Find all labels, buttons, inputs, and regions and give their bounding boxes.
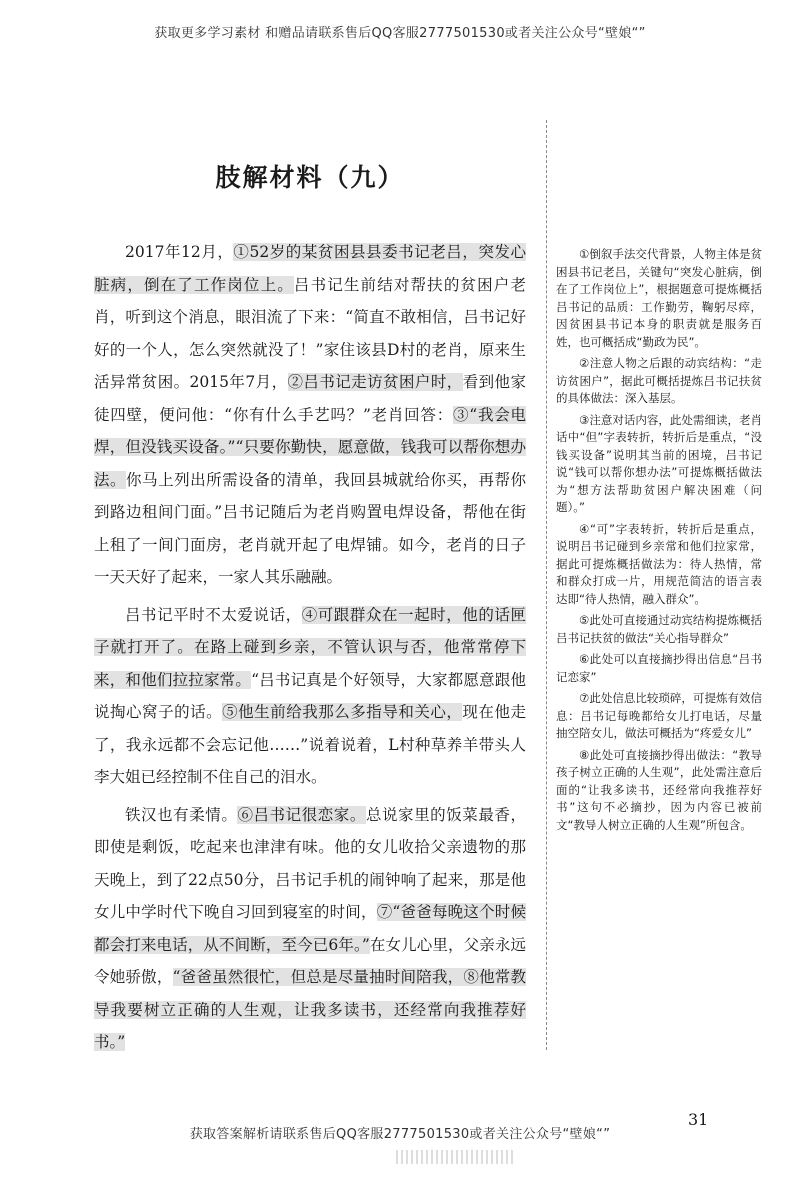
highlighted-sentence-7: ⑦“爸爸每晚这个时候都会打来电话，从不间断，至今已6年。” [94,903,526,954]
page-footer-watermark: 获取答案解析请联系售后QQ客服2777501530或者关注公众号“壁娘“” [189,1127,611,1142]
highlighted-sentence-4: ④可跟群众在一起时，他的话匣子就打开了。在路上碰到乡亲，不管认识与否，他常常停下来，和他们拉拉家常。 [94,605,526,689]
annotation-6: ⑥此处可以直接摘抄得出信息“吕书记恋家” [556,652,762,684]
paragraph-2 [94,599,526,794]
page-header-watermark: 获取更多学习素材 和赠品请联系售后QQ客服2777501530或者关注公众号“壁娘“” [154,26,646,41]
paragraph-3 [94,799,526,1059]
annotation-2: ②注意人物之后跟的动宾结构：“走访贫困户”，据此可概括提炼吕书记扶贫的具体做法：深入基层。 [556,356,762,405]
highlighted-sentence-8: “爸爸虽然很忙，但总是尽量抽时间陪我，⑧他常教导我要树立正确的人生观，让我多读书，还经常向我推荐好书。” [94,968,526,1051]
page-number: 31 [688,1110,709,1129]
text-run: 在女儿心里，父亲永远令她骄傲， [94,935,526,986]
text-run: 你马上列出所需设备的清单，我回县城就给你买，再帮你到路边租间门面。”吕书记随后为老肖购置电焊设备，帮他在街上租了一间门面房，老肖就开起了电焊铺。如今，老肖的日子一天天好了起来，一家人其乐融融。 [94,470,526,586]
highlighted-sentence-2: ②吕书记走访贫困户时， [287,373,463,391]
text-run: 现在他走了，我永远都不会忘记他……”说着说着，L村种草养羊带头人李大姐已经控制不住自己的泪水。 [94,703,526,786]
column-divider [546,120,547,1050]
annotation-8: ⑧此处可直接摘抄得出做法：“教导孩子树立正确的人生观”，此处需注意后面的“让我多读书，还经常向我推荐好书”这句不必摘抄，因为内容已被前文“教导人树立正确的人生观”所包含。 [556,747,762,832]
page-title: 肢解材料（九） [215,163,405,192]
text-run: 铁汉也有柔情。 [125,805,238,824]
main-text [94,236,526,1064]
text-run: 吕书记生前结对帮扶的贫困户老肖，听到这个消息，眼泪流了下来：“简直不敢相信，吕书记好好的一个人，怎么突然就没了！”家住该县D村的老肖，原来生活异常贫困。2015年7月， [94,275,526,391]
text-run: 看到他家徒四壁，便问他：“你有什么手艺吗？”老肖回答： [94,373,526,424]
text-run: 吕书记平时不太爱说话， [125,605,302,624]
annotation-7: ⑦此处信息比较琐碎，可提炼有效信息：吕书记每晚都给女儿打电话，尽量抽空陪女儿，做法可概括为“疼爱女儿” [556,691,762,740]
highlighted-sentence-1: ①52岁的某贫困县县委书记老吕，突发心脏病，倒在了工作岗位上。 [94,243,526,294]
highlighted-sentence-5: ⑤他生前给我那么多指导和关心， [222,703,463,721]
annotation-3: ③注意对话内容，此处需细读，老肖话中“但”字表转折，转折后是重点，“没钱买设备”说明其当前的困境，吕书记说“钱可以帮你想办法”可提炼概括做法为“想方法帮助贫困户解决困难（问题）。” [556,412,762,514]
annotation-1: ①倒叙手法交代背景，人物主体是贫困县书记老吕，关键句“突发心脏病，倒在了工作岗位上”，根据题意可提炼概括吕书记的品质：工作勤劳，鞠躬尽瘁，因贫困县书记本身的职责就是服务百姓，也可概括成“勤政为民”。 [556,247,762,349]
text-run: “吕书记真是个好领导，大家都愿意跟他说掏心窝子的话。 [94,670,526,721]
text-run: 总说家里的饭菜最香，即使是剩饭，吃起来也津津有味。他的女儿收拾父亲遗物的那天晚上，到了22点50分，吕书记手机的闹钟响了起来，那是他女儿中学时代下晚自习回到寝室的时间， [94,805,526,921]
paragraph-1 [94,236,526,594]
annotation-4: ④“可”字表转折，转折后是重点，说明吕书记碰到乡亲常和他们拉家常，据此可提炼概括做法为：待人热情，常和群众打成一片，用规范简洁的语言表达即“待人热情，融入群众”。 [556,521,762,606]
side-annotations [556,246,762,838]
text-run: 2017年12月， [125,243,234,261]
highlighted-sentence-6: ⑥吕书记很恋家。 [237,805,366,824]
annotation-5: ⑤此处可直接通过动宾结构提炼概括吕书记扶贫的做法“关心指导群众” [556,613,762,645]
highlighted-sentence-3: ③“我会电焊，但没钱买设备。”“只要你勤快，愿意做，钱我可以帮你想办法。 [94,405,526,489]
scan-smudge [396,1150,516,1164]
